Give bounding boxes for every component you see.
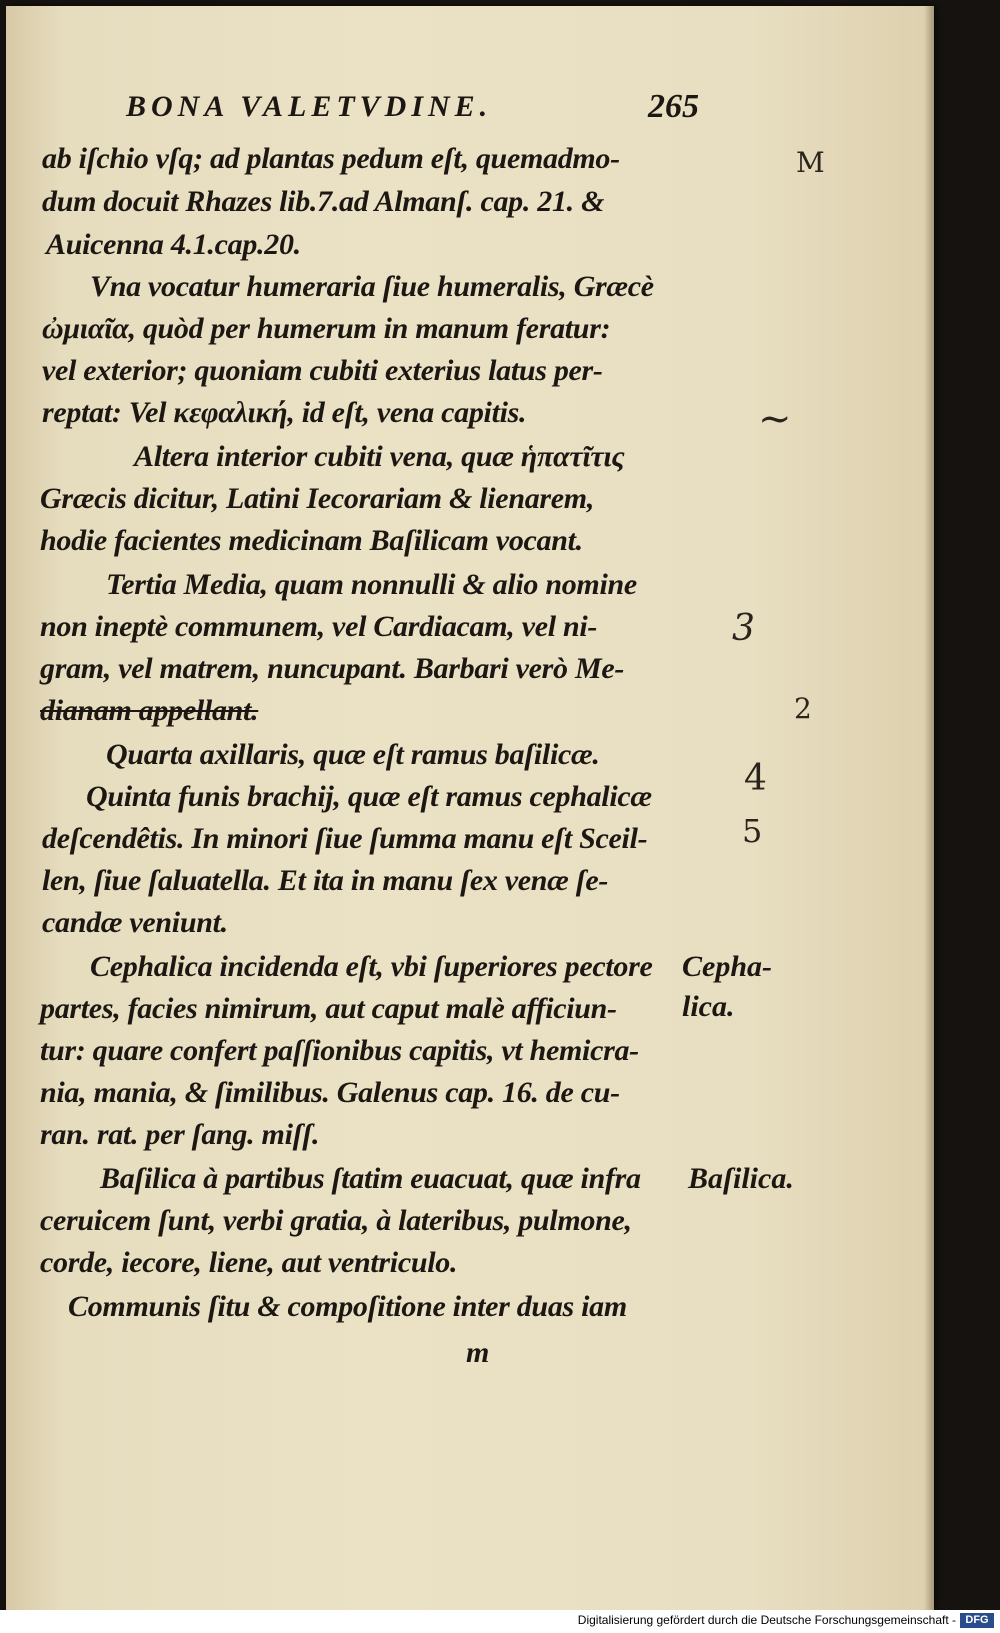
text-line: Cephalica incidenda eſt, vbi ſuperiores pectore (90, 950, 653, 983)
margin-note-basilica: Baſilica. (688, 1162, 794, 1195)
handwritten-number-3: 3 (732, 608, 755, 649)
text-line: Græcis dicitur, Latini Iecorariam & lienarem, (40, 482, 595, 515)
page-number: 265 (648, 88, 699, 125)
margin-note-line: Cepha- (682, 950, 772, 983)
text-line: deſcendêtis. In minori ſiue ſumma manu eſt Sceil- (42, 822, 648, 855)
margin-note-line: lica. (682, 990, 735, 1023)
text-line: Quinta funis brachij, quæ eſt ramus cephalicæ (86, 780, 652, 813)
text-line: ὠμιαῖα, quòd per humerum in manum feratur: (42, 312, 611, 345)
text-line: candæ veniunt. (42, 906, 228, 939)
text-line: corde, iecore, liene, aut ventriculo. (40, 1246, 458, 1279)
signature-mark: m (466, 1336, 490, 1369)
text-line: non ineptè communem, vel Cardiacam, vel ni- (40, 610, 598, 643)
text-line: dum docuit Rhazes lib.7.ad Almanſ. cap. 21. & (42, 185, 605, 218)
text-line: Auicenna 4.1.cap.20. (46, 228, 301, 261)
text-line: partes, facies nimirum, aut caput malè afficiun- (40, 992, 617, 1025)
handwritten-number-5: 5 (742, 812, 763, 850)
text-line: len, ſiue ſaluatella. Et ita in manu ſex venæ ſe- (42, 864, 609, 897)
book-page (6, 6, 934, 1610)
text-line: Altera interior cubiti vena, quæ ἡπατῖτις (134, 440, 625, 473)
text-line: reptat: Vel κεφαλική, id eſt, vena capitis. (42, 396, 527, 429)
page-edge-shadow (924, 6, 934, 1610)
text-line: vel exterior; quoniam cubiti exterius latus per- (42, 354, 603, 387)
text-line: ran. rat. per ſang. miſſ. (40, 1118, 320, 1151)
text-line: Vna vocatur humeraria ſiue humeralis, Græcè (90, 270, 654, 303)
text-line: hodie facientes medicinam Baſilicam vocant. (40, 524, 583, 557)
text-line: tur: quare confert paſſionibus capitis, vt hemicra- (40, 1034, 639, 1067)
dfg-logo-icon: DFG (960, 1613, 994, 1628)
text-line: ab iſchio vſq; ad plantas pedum eſt, quemadmo- (42, 142, 620, 175)
running-header: BONA VALETVDINE. (126, 90, 493, 123)
text-line: Quarta axillaris, quæ eſt ramus baſilicæ. (106, 738, 600, 771)
text-line: Baſilica à partibus ſtatim euacuat, quæ infra (100, 1162, 641, 1195)
handwritten-number-4: 4 (744, 758, 767, 799)
footer-credit: Digitalisierung gefördert durch die Deutsche Forschungsgemeinschaft - (577, 1613, 956, 1627)
text-line: Tertia Media, quam nonnulli & alio nomine (106, 568, 637, 601)
handwritten-tilde: ~ (758, 396, 792, 442)
text-line: gram, vel matrem, nuncupant. Barbari verò Me- (40, 652, 625, 685)
digitization-footer (0, 1610, 1000, 1633)
handwritten-m: M (796, 146, 825, 179)
handwritten-number-2: 2 (794, 692, 812, 725)
text-line-struck: dianam appellant. (40, 694, 259, 727)
margin-note-cephalica (682, 950, 772, 1024)
text-line: nia, mania, & ſimilibus. Galenus cap. 16. de cu- (40, 1076, 620, 1109)
text-line: Communis ſitu & compoſitione inter duas iam (68, 1290, 627, 1323)
text-line: ceruicem ſunt, verbi gratia, à lateribus, pulmone, (40, 1204, 632, 1237)
